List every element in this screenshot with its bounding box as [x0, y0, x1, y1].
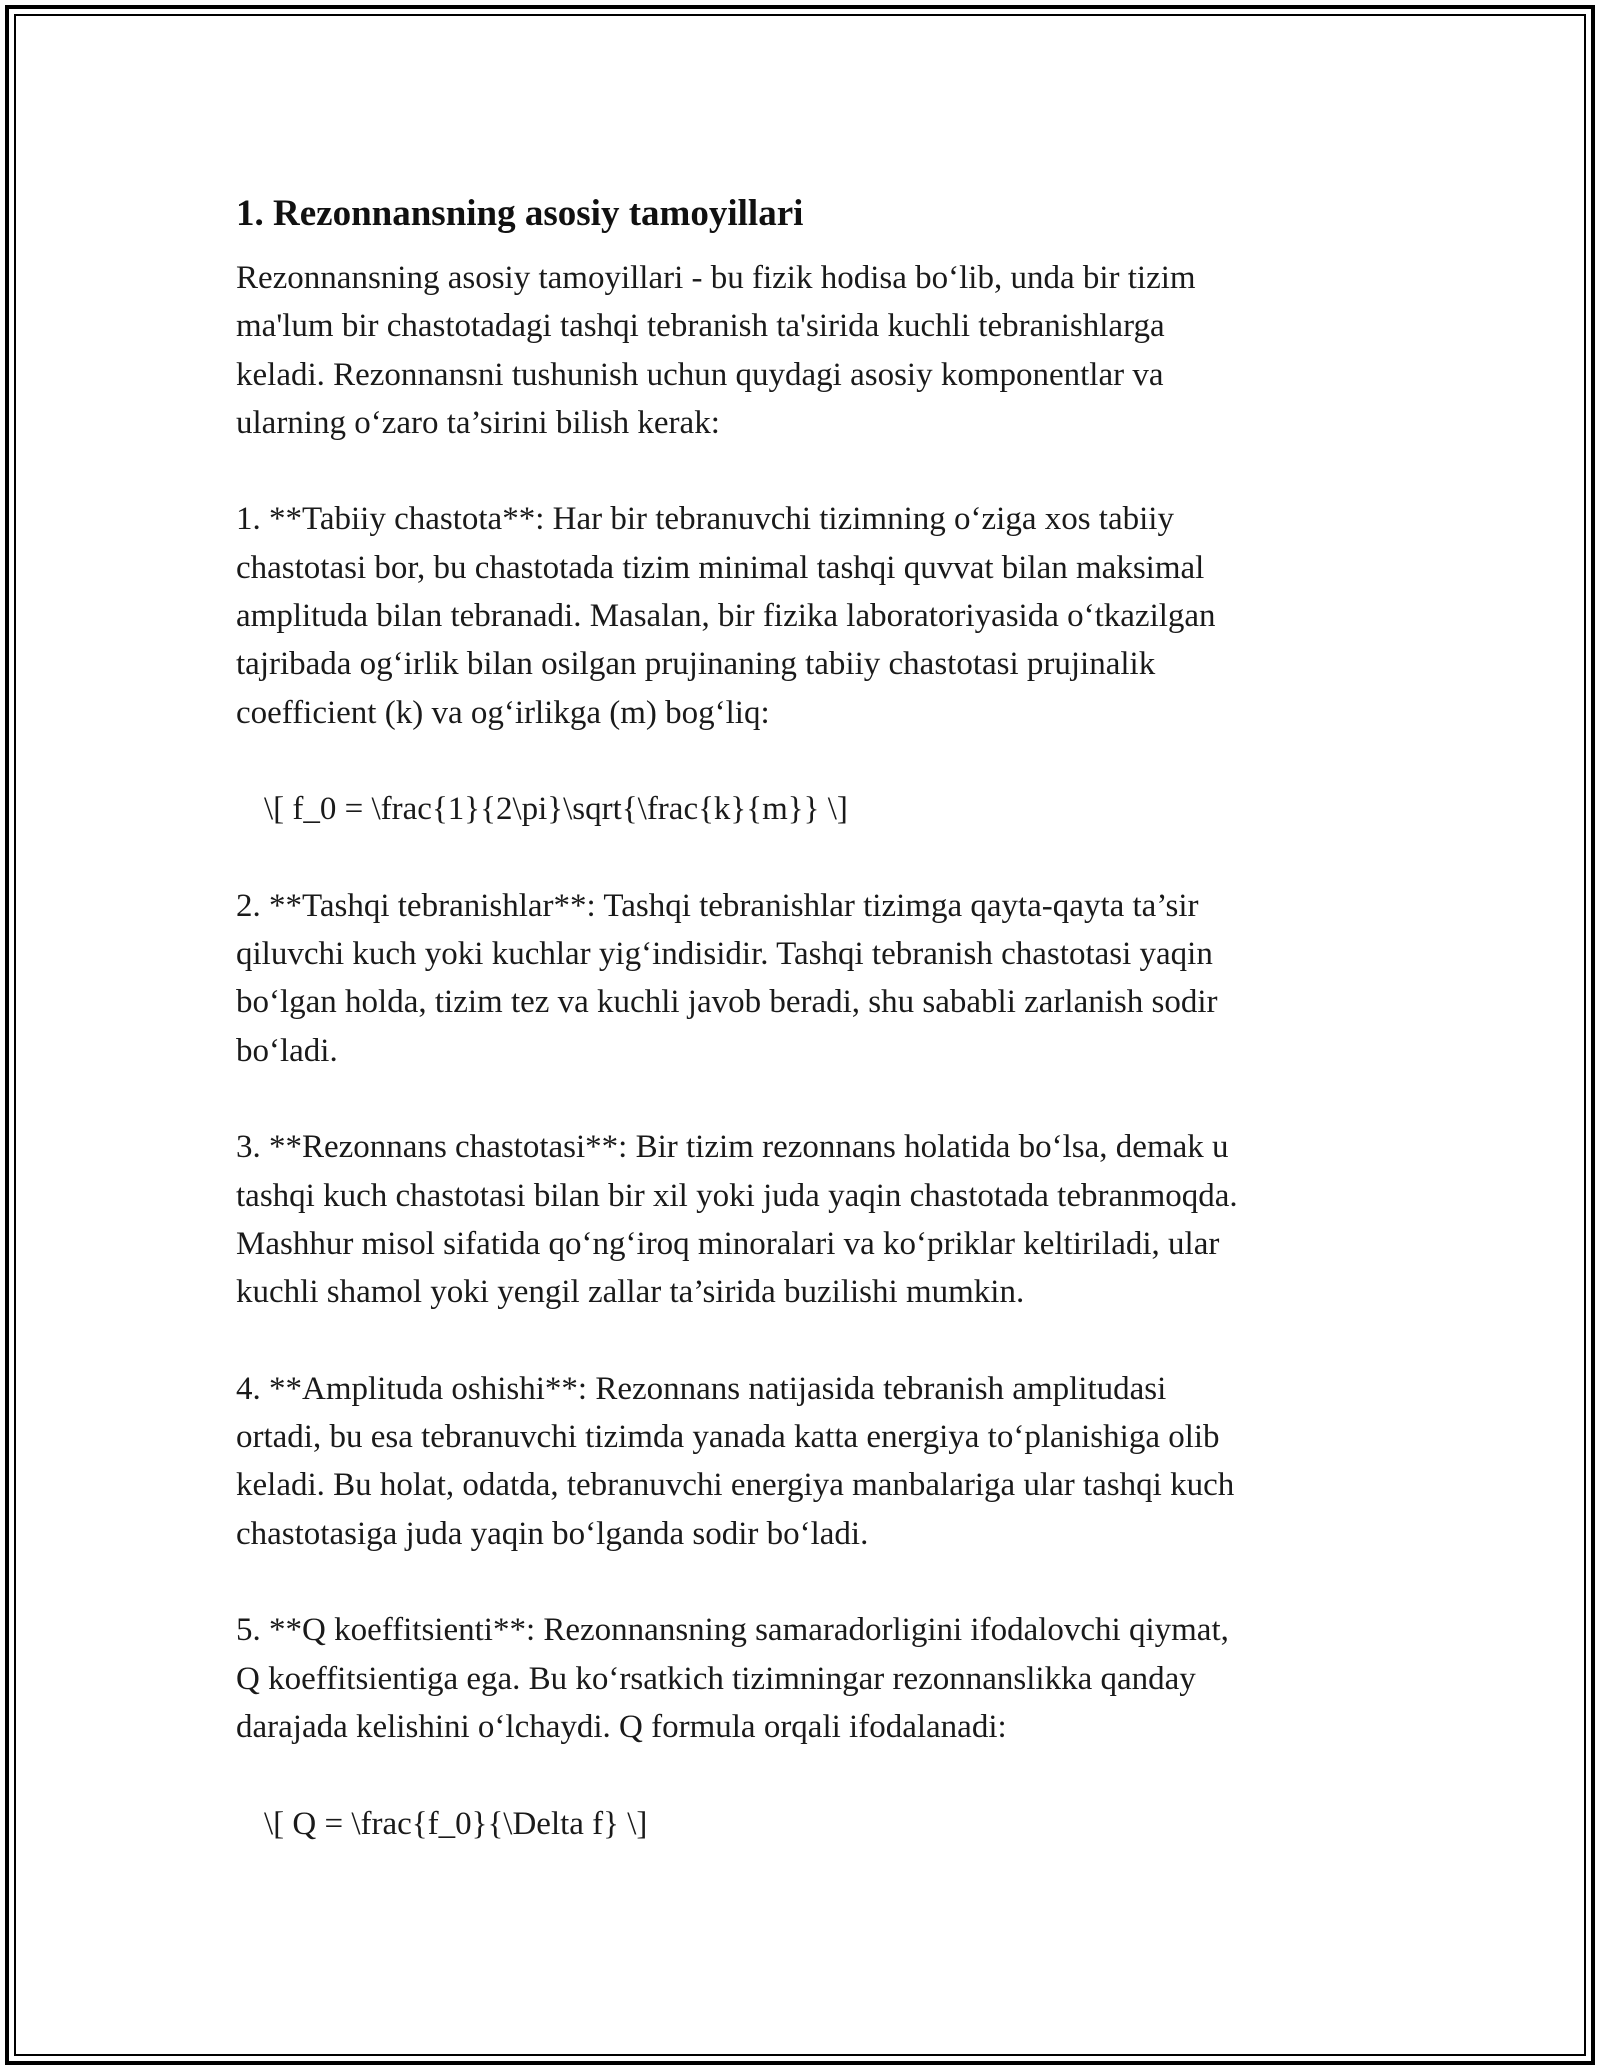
- item-resonance-frequency: 3. **Rezonnans chastotasi**: Bir tizim rezonnans holatida bo‘lsa, demak u tashqi kuch chastotasi bilan bir xil yoki juda yaqin chastotada tebranmoqda. Mashhur misol sifatida qo‘ng‘iroq minoralari va ko‘priklar keltiriladi, ular kuchli shamol yoki yengil zallar ta’sirida buzilishi mumkin.: [236, 1129, 1238, 1311]
- document-body: [236, 188, 1386, 1848]
- item-natural-frequency: 1. **Tabiiy chastota**: Har bir tebranuvchi tizimning o‘ziga xos tabiiy chastotasi bor, bu chastotada tizim minimal tashqi quvvat bilan maksimal amplituda bilan tebranadi. Masalan, bir fizika laboratoriyasida o‘tkazilgan tajribada og‘irlik bilan osilgan prujinaning tabiiy chastotasi prujinalik coefficient (k) va og‘irlikga (m) bog‘liq:: [236, 501, 1216, 731]
- paragraph-gap: [236, 1558, 1386, 1606]
- paragraph-gap: [236, 1751, 1386, 1799]
- paragraph-gap: [236, 1075, 1386, 1123]
- paragraph-gap: [236, 737, 1386, 785]
- intro-paragraph: Rezonnansning asosiy tamoyillari - bu fizik hodisa bo‘lib, unda bir tizim ma'lum bir chastotadagi tashqi tebranish ta'sirida kuchli tebranishlarga keladi. Rezonnansni tushunish uchun quydagi asosiy komponentlar va ularning o‘zaro ta’sirini bilish kerak:: [236, 260, 1196, 441]
- paragraph-gap: [236, 834, 1386, 882]
- item-amplitude-increase: 4. **Amplituda oshishi**: Rezonnans natijasida tebranish amplitudasi ortadi, bu esa tebranuvchi tizimda yanada katta energiya to‘planishiga olib keladi. Bu holat, odatda, tebranuvchi energiya manbalariga ular tashqi kuch chastotasiga juda yaqin bo‘lganda sodir bo‘ladi.: [236, 1370, 1235, 1552]
- formula-natural-frequency: \[ f_0 = \frac{1}{2\pi}\sqrt{\frac{k}{m}} \]: [264, 791, 848, 828]
- item-external-oscillations: 2. **Tashqi tebranishlar**: Tashqi tebranishlar tizimga qayta-qayta ta’sir qiluvchi kuch yoki kuchlar yig‘indisidir. Tashqi tebranish chastotasi yaqin bo‘lgan holda, tizim tez va kuchli javob beradi, shu sababli zarlanish sodir bo‘ladi.: [236, 887, 1218, 1069]
- paragraph-gap: [236, 447, 1386, 495]
- formula-q-factor: \[ Q = \frac{f_0}{\Delta f} \]: [264, 1805, 648, 1842]
- section-heading: 1. Rezonnansning asosiy tamoyillari: [236, 193, 804, 234]
- paragraph-gap: [236, 1317, 1386, 1365]
- item-q-factor: 5. **Q koeffitsienti**: Rezonnansning samaradorligini ifodalovchi qiymat, Q koeffitsientiga ega. Bu ko‘rsatkich tizimningar rezonnanslikka qanday darajada kelishini o‘lchaydi. Q formula orqali ifodalanadi:: [236, 1612, 1229, 1745]
